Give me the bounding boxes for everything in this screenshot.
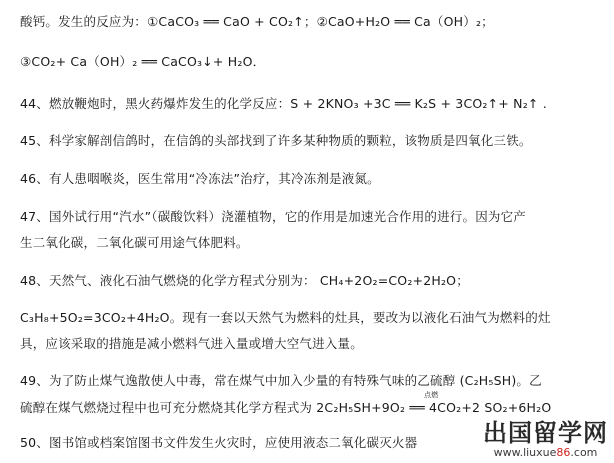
text-line: 49、为了防止煤气逸散使人中毒，常在煤气中加入少量的有特殊气味的乙硫醇 (C₂H₅SH)。乙 [20,373,542,388]
text-line: C₃H₈+5O₂=3CO₂+4H₂O。现有一套以天然气为燃料的灶具，要改为以液化石油气为燃料的灶 [20,310,551,325]
text-line: 50、图书馆或档案馆图书文件发生火灾时，应使用液态二氧化碳灭火器 [20,435,418,450]
text-line: 具，应该采取的措施是减小燃料气进入量或增大空气进入量。 [20,336,363,351]
text-line: ③CO₂+ Ca（OH）₂ ══ CaCO₃↓+ H₂O． [20,54,266,69]
text-line: 46、有人患咽喉炎，医生常用“冷冻法”治疗，其冷冻剂是液氮。 [20,171,380,186]
text-line: 47、国外试行用“汽水”（碳酸饮料）浇灌植物，它的作用是加速光合作用的进行。因为它产 [20,209,527,224]
text-line: 45、科学家解剖信鸽时，在信鸽的头部找到了许多某种物质的颗粒，该物质是四氧化三铁。 [20,133,532,148]
site-watermark [483,420,608,459]
text-line: 44、燃放鞭炮时，黑火药爆炸发生的化学反应：S + 2KNO₃ +3C ══ K₂S + 3CO₂↑+ N₂↑ . [20,96,547,111]
text-line: 生二氧化碳，二氧化碳可用途气体肥料。 [20,235,249,250]
text-line: 酸钙。发生的反应为：①CaCO₃ ══ CaO + CO₂↑；②CaO+H₂O ══ Ca（OH）₂； [20,14,494,29]
reaction-condition: 点燃 [424,391,439,399]
text-line: 48、天然气、液化石油气燃烧的化学方程式分别为： CH₄+2O₂=CO₂+2H₂O； [20,273,469,288]
watermark-url: www.liuxue86.com [493,446,598,459]
watermark-title: 出国留学网 [483,419,608,447]
text-line: 硫醇在煤气燃烧过程中也可充分燃烧其化学方程式为 2C₂H₅SH+9O₂ ══ 4CO₂+2 SO₂+6H₂O [20,400,552,415]
